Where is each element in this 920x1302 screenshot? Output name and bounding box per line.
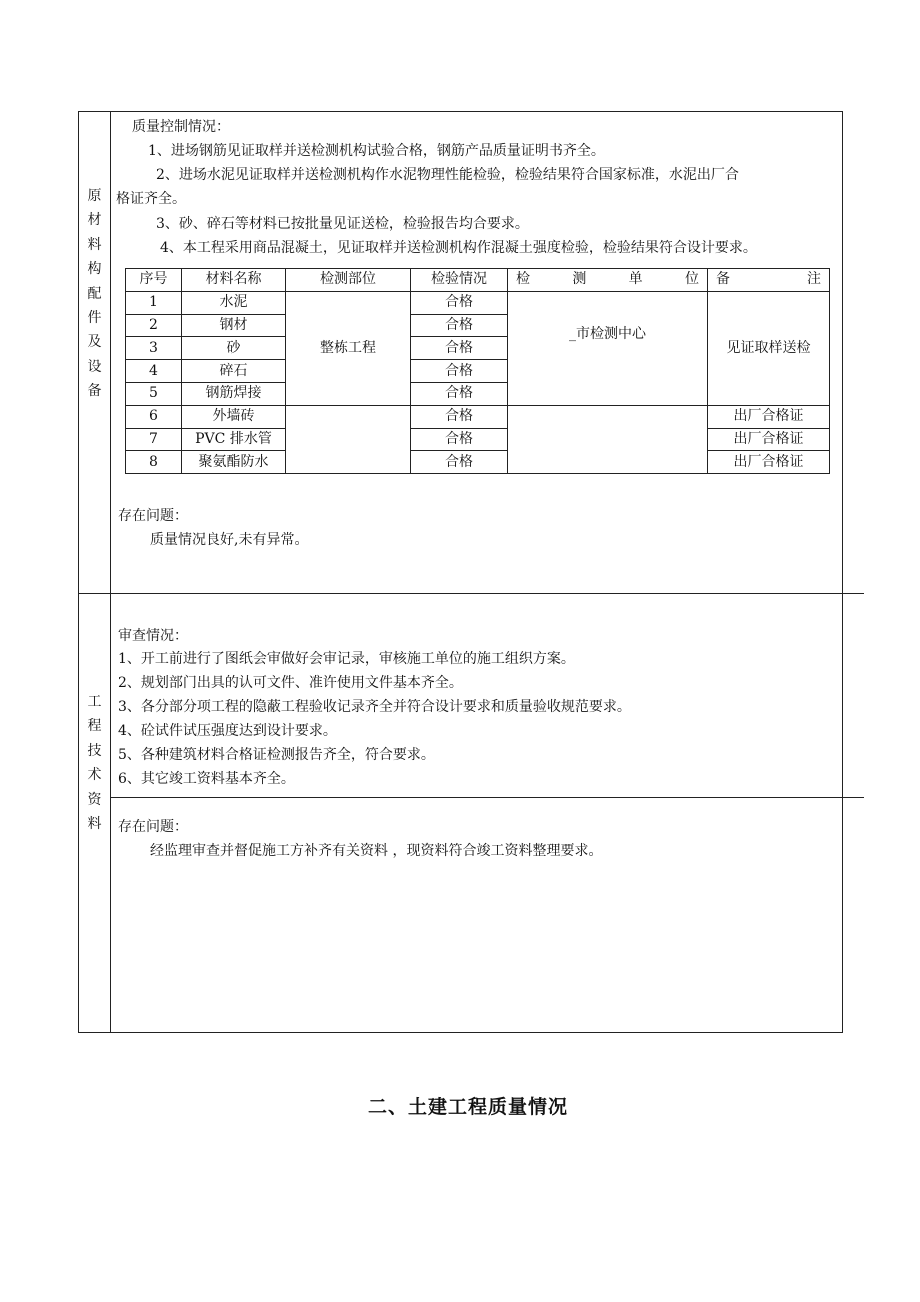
table-row	[126, 451, 830, 474]
header-unit-char: 测	[572, 271, 587, 288]
row-result: 合格	[411, 428, 508, 451]
row-name: PVC 排水管	[182, 428, 286, 451]
section2-issue-text: 经监理审查并督促施工方补齐有关资料 ，现资料符合竣工资料整理要求。	[150, 843, 603, 859]
header-no: 序号	[126, 269, 182, 292]
row-result: 合格	[411, 337, 508, 360]
row-note: 出厂合格证	[708, 428, 830, 451]
section1-label-char: 及	[87, 334, 102, 351]
unit-empty	[508, 405, 708, 473]
row-result: 合格	[411, 291, 508, 314]
qc-item-2: 2、进场水泥见证取样并送检测机构作水泥物理性能检验，检验结果符合国家标准，水泥出厂合	[156, 167, 739, 183]
qc-item-1: 1、进场钢筋见证取样并送检测机构试验合格，钢筋产品质量证明书齐全。	[148, 143, 605, 159]
unit-merged	[508, 291, 708, 405]
table-row	[126, 428, 830, 451]
header-note-char: 注	[807, 271, 821, 288]
row-result: 合格	[411, 314, 508, 337]
qc-item-4: 4、本工程采用商品混凝土，见证取样并送检测机构作混凝土强度检验，检验结果符合设计要求。	[160, 240, 757, 256]
row-no: 2	[126, 314, 182, 337]
review-item-5: 5、各种建筑材料合格证检测报告齐全，符合要求。	[118, 747, 435, 763]
location-cont	[286, 451, 411, 474]
section1-label-char: 材	[87, 212, 102, 229]
row-name: 碎石	[182, 360, 286, 383]
header-unit-char: 位	[684, 271, 699, 288]
row-no: 5	[126, 382, 182, 405]
row-name: 外墙砖	[182, 405, 286, 428]
review-item-4: 4、砼试件试压强度达到设计要求。	[118, 723, 337, 739]
row-note: 出厂合格证	[708, 405, 830, 428]
materials-table	[125, 268, 830, 474]
table-row	[126, 291, 830, 314]
section2-label-char: 料	[87, 816, 102, 833]
section2-label	[78, 690, 111, 836]
section1-label-char: 设	[87, 358, 102, 375]
section2-label-char: 资	[87, 791, 102, 808]
section1-label-char: 原	[87, 188, 102, 204]
row-no: 6	[126, 405, 182, 428]
section2-label-char: 技	[87, 742, 102, 759]
header-note-char: 备	[716, 271, 730, 288]
row-result: 合格	[411, 382, 508, 405]
review-item-1: 1、开工前进行了图纸会审做好会审记录，审核施工单位的施工组织方案。	[118, 651, 575, 667]
section2-issue-heading: 存在问题：	[118, 819, 188, 835]
frame-bottom-line	[78, 1032, 843, 1033]
row-name: 钢筋焊接	[182, 382, 286, 405]
header-note	[708, 269, 830, 292]
header-location: 检测部位	[286, 269, 411, 292]
section1-label-char: 构	[87, 261, 102, 278]
row-no: 4	[126, 360, 182, 383]
header-unit	[508, 269, 708, 292]
section1-label-char: 件	[87, 310, 102, 327]
section2-label-char: 术	[87, 767, 102, 784]
row-no: 3	[126, 337, 182, 360]
row-note: 出厂合格证	[708, 451, 830, 474]
section2-label-char: 程	[87, 718, 102, 735]
row-name: 聚氨酯防水	[182, 451, 286, 474]
section1-label	[78, 184, 111, 404]
row-no: 8	[126, 451, 182, 474]
section1-label-char: 配	[87, 285, 102, 302]
row-name: 砂	[182, 337, 286, 360]
header-result: 检验情况	[411, 269, 508, 292]
review-item-6: 6、其它竣工资料基本齐全。	[118, 771, 295, 787]
frame-section-divider	[78, 593, 864, 594]
row-result: 合格	[411, 360, 508, 383]
row-result: 合格	[411, 405, 508, 428]
frame-top-line	[78, 111, 843, 112]
qc-item-2-cont: 格证齐全。	[116, 191, 186, 207]
note-witness: 见证取样送检	[708, 291, 830, 405]
header-unit-char: 单	[628, 271, 643, 288]
review-item-3: 3、各分部分项工程的隐蔽工程验收记录齐全并符合设计要求和质量验收规范要求。	[118, 699, 631, 715]
footer-section-title: 二、土建工程质量情况	[367, 1096, 568, 1118]
table-row	[126, 405, 830, 428]
row-name: 钢材	[182, 314, 286, 337]
review-item-2: 2、规划部门出具的认可文件、准许使用文件基本齐全。	[118, 675, 463, 691]
row-no: 7	[126, 428, 182, 451]
frame-right-line	[842, 111, 843, 1033]
unit-merged-text: _市检测中心	[569, 326, 646, 343]
section1-label-char: 备	[87, 383, 102, 400]
section1-issue-text: 质量情况良好,未有异常。	[150, 532, 309, 548]
row-result: 合格	[411, 451, 508, 474]
header-unit-char: 检	[516, 271, 530, 288]
table-header-row	[126, 269, 830, 292]
section1-issue-heading: 存在问题：	[118, 508, 188, 524]
frame-review-divider	[110, 797, 864, 798]
review-heading: 审查情况：	[118, 628, 188, 644]
location-cont	[286, 405, 411, 428]
row-no: 1	[126, 291, 182, 314]
location-merged: 整栋工程	[286, 291, 411, 405]
qc-heading: 质量控制情况：	[132, 119, 230, 135]
header-name: 材料名称	[182, 269, 286, 292]
location-cont	[286, 428, 411, 451]
row-name: 水泥	[182, 291, 286, 314]
qc-item-3: 3、砂、碎石等材料已按批量见证送检，检验报告均合要求。	[156, 216, 529, 232]
section2-label-char: 工	[87, 694, 102, 710]
section1-label-char: 料	[87, 236, 102, 253]
